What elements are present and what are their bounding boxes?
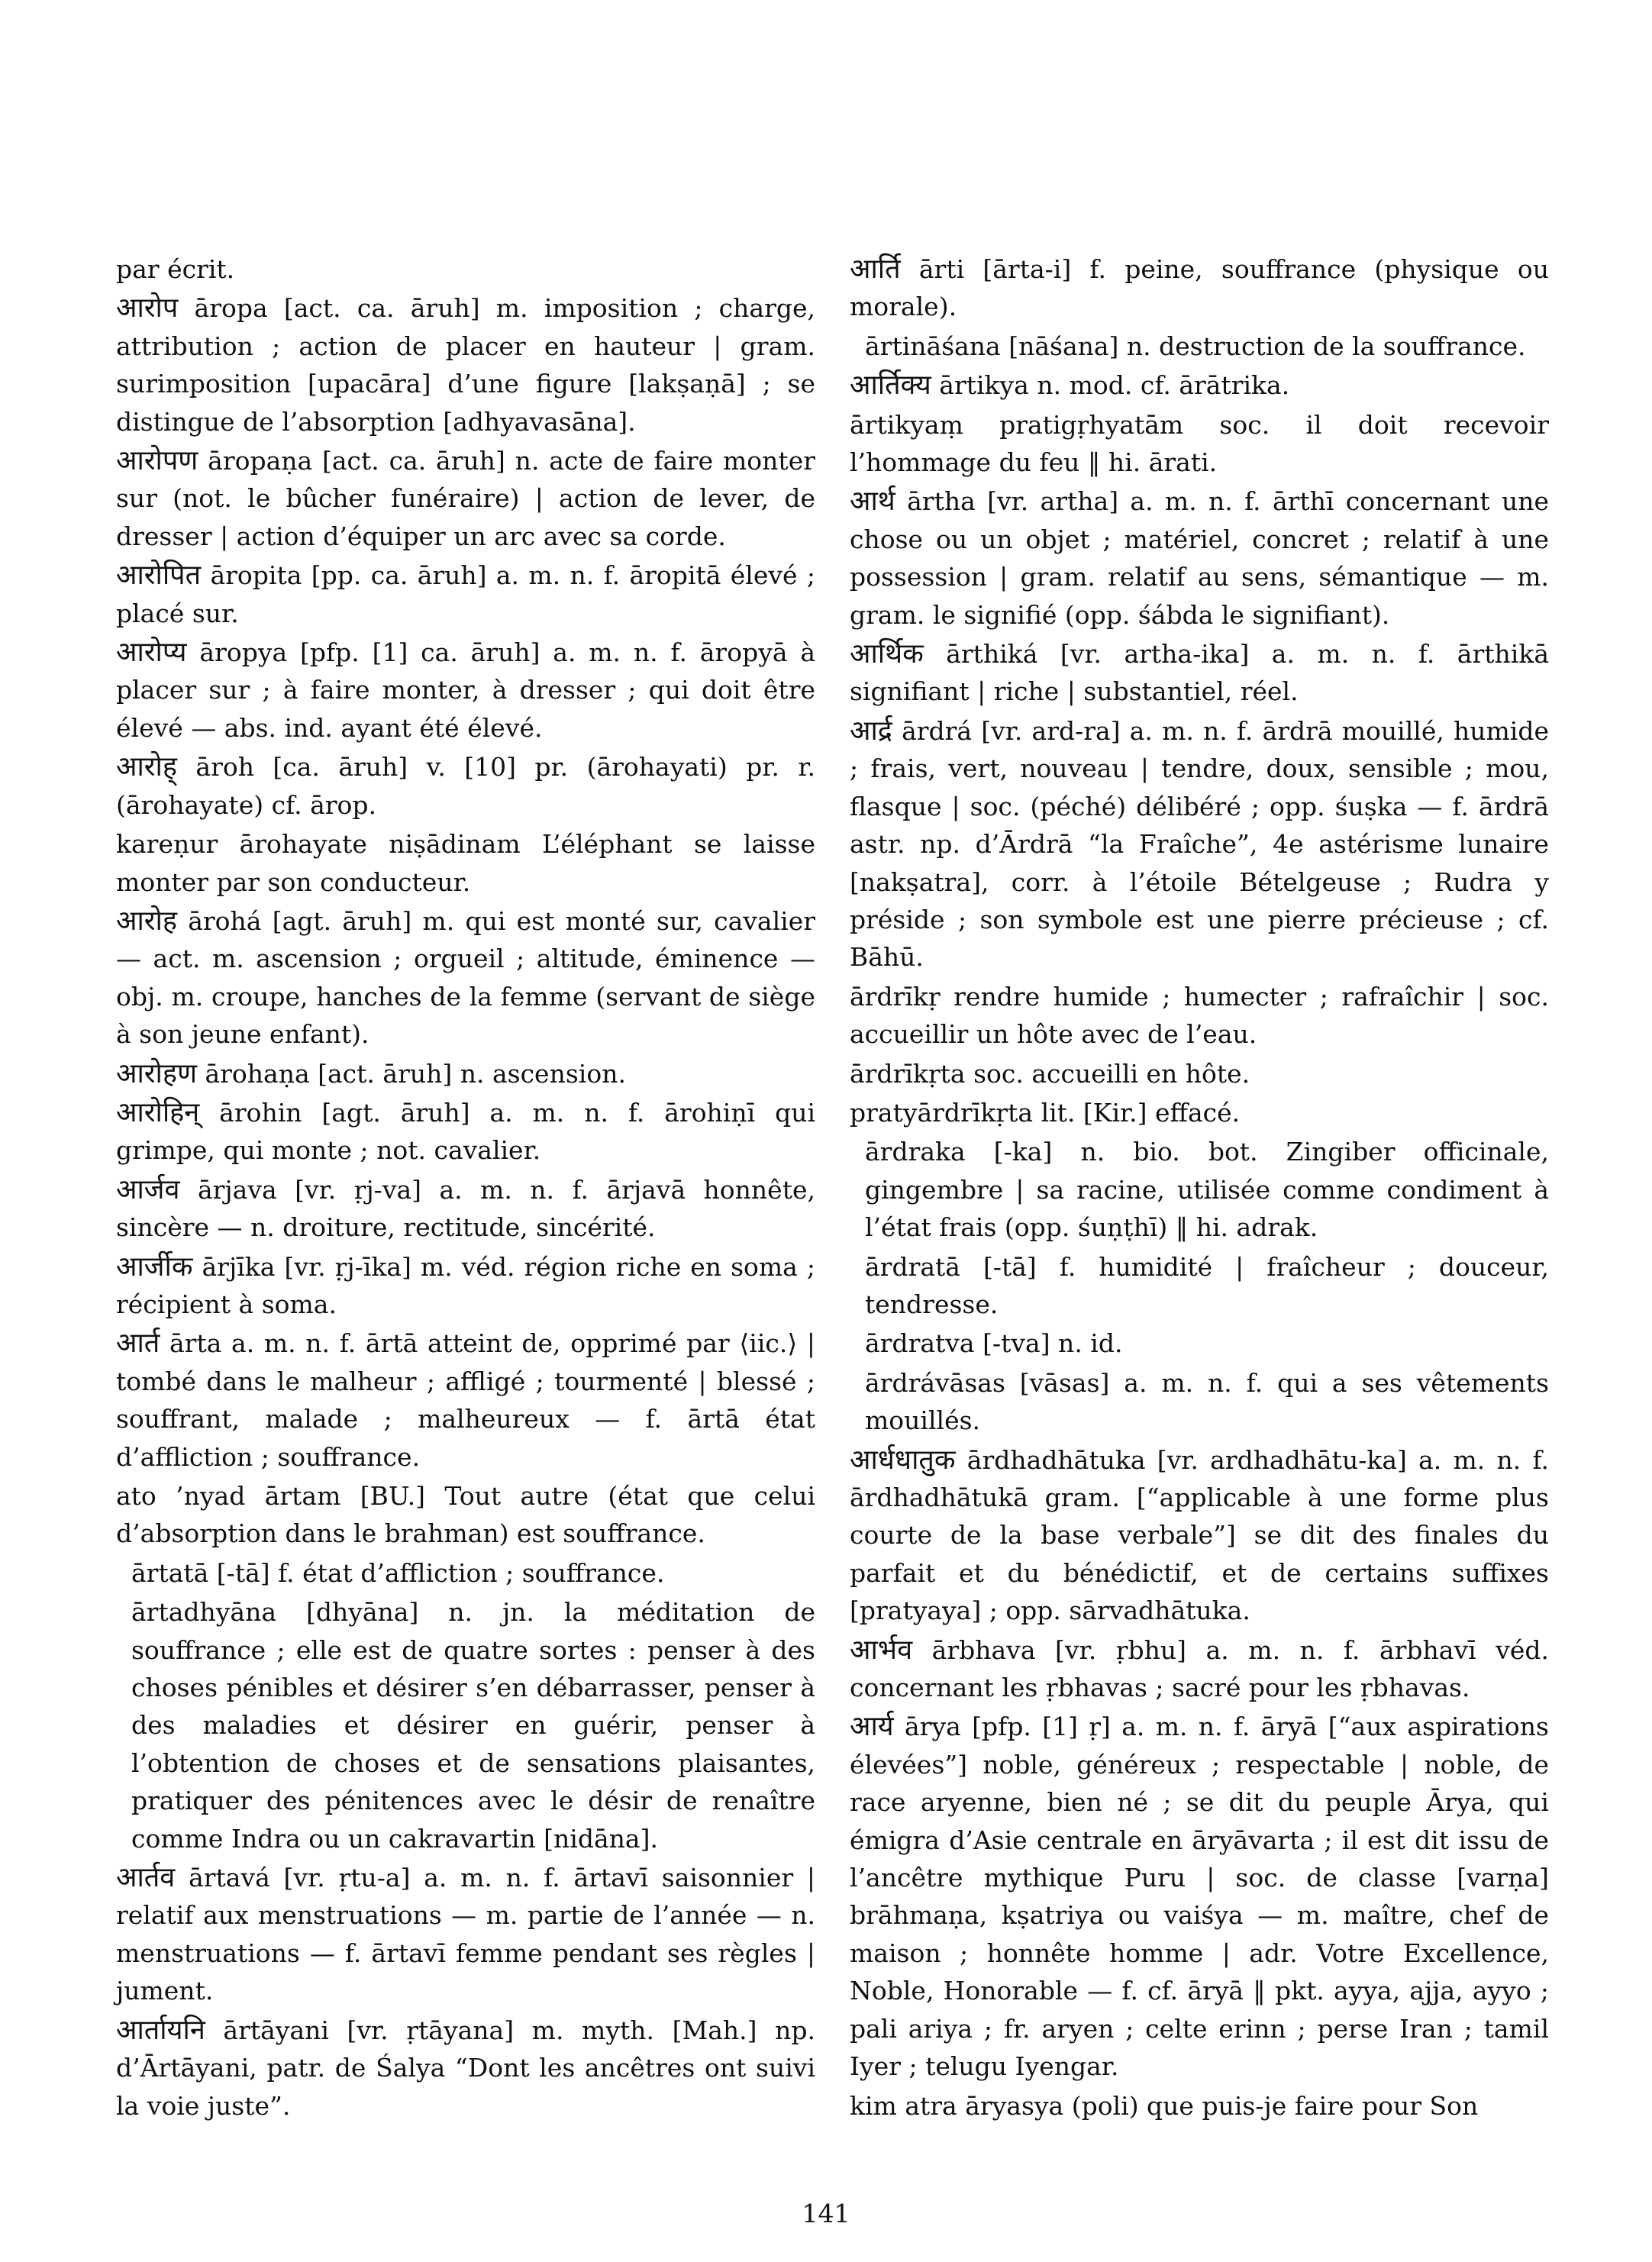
headword-devanagari: आर्तव: [116, 1862, 176, 1894]
dictionary-entry: [850, 482, 1549, 634]
entry-text: ārdrīkṛ rendre humide ; humecter ; rafraîchir | soc. accueillir un hôte avec de l’eau.: [850, 981, 1549, 1050]
entry-text: ārdrīkṛta soc. accueilli en hôte.: [850, 1058, 1250, 1089]
entry-continuation: [850, 2087, 1549, 2125]
headword-devanagari: आरोह: [116, 905, 177, 937]
entry-text: kim atra āryasya (poli) que puis-je faire pour Son: [850, 2090, 1479, 2121]
headword-devanagari: आरोहिन्: [116, 1096, 200, 1128]
entry-text: par écrit.: [116, 254, 235, 284]
headword-devanagari: आर्थिक: [850, 638, 924, 670]
headword-devanagari: आरोप्य: [116, 637, 187, 669]
headword-devanagari: आरोह्: [116, 751, 177, 783]
dictionary-entry: [850, 1708, 1549, 2085]
headword-devanagari: आरोपण: [116, 445, 198, 477]
dictionary-entry: [116, 557, 815, 632]
entry-continuation: [116, 1593, 815, 1857]
entry-text: ārtikyaṃ pratigṛhyatām soc. il doit recevoir l’hommage du feu ‖ hi. ārati.: [850, 409, 1549, 478]
entry-continuation: [850, 1325, 1549, 1362]
left-column: [116, 250, 815, 2126]
entry-text: ārbhava [vr. ṛbhu] a. m. n. f. ārbhavī véd. concernant les ṛbhavas ; sacré pour les ṛbhavas.: [850, 1634, 1549, 1703]
dictionary-entry: [850, 1631, 1549, 1707]
entry-text: pratyārdrīkṛta lit. [Kir.] effacé.: [850, 1097, 1241, 1128]
entry-text: ārdrávāsas [vāsas] a. m. n. f. qui a ses vêtements mouillés.: [865, 1367, 1549, 1436]
headword-devanagari: आर्द्र: [850, 715, 892, 747]
headword-devanagari: आर्थ: [850, 486, 895, 518]
entry-continuation: [116, 1554, 815, 1592]
entry-continuation: [850, 1094, 1549, 1131]
headword-devanagari: आर्भव: [850, 1634, 913, 1666]
headword-devanagari: आर्य: [850, 1711, 894, 1743]
entry-text: ārdratā [-tā] f. humidité | fraîcheur ; douceur, tendresse.: [865, 1251, 1549, 1319]
entry-text: āroh [ca. āruh] v. [10] pr. (ārohayati) pr. r. (ārohayate) cf. ārop.: [116, 752, 815, 820]
entry-text: kareṇur ārohayate niṣādinam L’éléphant se laisse monter par son conducteur.: [116, 829, 815, 897]
entry-text: ārohaṇa [act. āruh] n. ascension.: [196, 1058, 626, 1089]
entry-text: ārjava [vr. ṛj-va] a. m. n. f. ārjavā honnête, sincère — n. droiture, rectitude, sincérité.: [116, 1174, 815, 1243]
headword-devanagari: आरोपित: [116, 560, 202, 592]
dictionary-entry: [116, 1171, 815, 1247]
entry-text: ārdratva [-tva] n. id.: [865, 1328, 1123, 1359]
entry-text: ārdhadhātuka [vr. ardhadhātu-ka] a. m. n. f. ārdhadhātukā gram. [“applicable à une forme plus courte de la base verbale”] se dit des finales du parfait et du bénédictif, et de certains suffixes [pratyaya] ; opp. sārvadhātuka.: [850, 1444, 1549, 1626]
entry-text: ārohá [agt. āruh] m. qui est monté sur, cavalier — act. m. ascension ; orgueil ; altitude, éminence — obj. m. croupe, hanches de la femme (servant de siège à son jeune enfant).: [116, 905, 815, 1050]
dictionary-entry: [850, 250, 1549, 326]
dictionary-entry: [850, 366, 1549, 404]
entry-continuation: [850, 1364, 1549, 1440]
dictionary-entry: [116, 1248, 815, 1324]
dictionary-entry: [850, 712, 1549, 976]
dictionary-entry: [116, 748, 815, 824]
headword-devanagari: आर्तायनि: [116, 2014, 205, 2046]
entry-text: ārtatā [-tā] f. état d’affliction ; souffrance.: [131, 1557, 665, 1588]
entry-continuation: [850, 1133, 1549, 1246]
dictionary-entry: [116, 1325, 815, 1476]
entry-continuation: [850, 1248, 1549, 1324]
dictionary-entry: [850, 1441, 1549, 1630]
headword-devanagari: आर्ति: [850, 253, 901, 285]
headword-devanagari: आर्धधातुक: [850, 1444, 956, 1476]
entry-text: ārta a. m. n. f. ārtā atteint de, opprimé par ⟨iic.⟩ | tombé dans le malheur ; affligé ; tourmenté | blessé ; souffrant, malade ; malheureux — f. ārtā état d’affliction ; souffrance.: [116, 1328, 815, 1472]
entry-continuation: [850, 978, 1549, 1054]
headword-devanagari: आर्जीक: [116, 1250, 193, 1283]
entry-text: ārtha [vr. artha] a. m. n. f. ārthī concernant une chose ou un objet ; matériel, concret ; relatif à une possession | gram. relatif au sens, sémantique — m. gram. le signifié (opp. śábda le signifiant).: [850, 486, 1549, 630]
dictionary-entry: [850, 635, 1549, 711]
entry-continuation: [850, 328, 1549, 365]
entry-text: ārtavá [vr. ṛtu-a] a. m. n. f. ārtavī saisonnier | relatif aux menstruations — m. partie de l’année — n. menstruations — f. ārtavī femme pendant ses règles | jument.: [116, 1863, 815, 2006]
headword-devanagari: आर्जव: [116, 1173, 180, 1205]
entry-text: ārohin [agt. āruh] a. m. n. f. ārohiṇī qui grimpe, qui monte ; not. cavalier.: [116, 1097, 815, 1166]
entry-continuation: [116, 250, 815, 288]
headword-devanagari: आरोप: [116, 292, 179, 324]
entry-continuation: [116, 825, 815, 901]
dictionary-entry: [116, 442, 815, 555]
entry-text: ārthiká [vr. artha-ika] a. m. n. f. ārthikā signifiant | riche | substantiel, réel.: [850, 639, 1549, 707]
page-number: 141: [802, 2199, 850, 2228]
entry-text: ārjīka [vr. ṛj-īka] m. véd. région riche en soma ; récipient à soma.: [116, 1251, 815, 1319]
entry-text: ārtināśana [nāśana] n. destruction de la souffrance.: [865, 331, 1526, 361]
entry-text: ārtikya n. mod. cf. ārātrika.: [931, 370, 1290, 401]
entry-text: ārtāyani [vr. ṛtāyana] m. myth. [Mah.] np. d’Ārtāyani, patr. de Śalya “Dont les ancêtres ont suivi la voie juste”.: [116, 2015, 815, 2121]
headword-devanagari: आर्त: [116, 1328, 160, 1360]
entry-continuation: [850, 1055, 1549, 1092]
right-column: [850, 250, 1549, 2126]
entry-continuation: [850, 406, 1549, 482]
entry-text: ārya [pfp. [1] ṛ] a. m. n. f. āryā [“aux aspirations élevées”] noble, généreux ; respectable | noble, de race aryenne, bien né ; se dit du peuple Ārya, qui émigra d’Asie centrale en āryāvarta ; il est dit issu de l’ancêtre mythique Puru | soc. de classe [varṇa] brāhmaṇa, kṣatriya ou vaiśya — m. maître, chef de maison ; honnête homme | adr. Votre Excellence, Noble, Honorable — f. cf. āryā ‖ pkt. ayya, ajja, ayyo ; pali ariya ; fr. aryen ; celte erinn ; perse Iran ; tamil Iyer ; telugu Iyengar.: [850, 1712, 1549, 2082]
entry-text: āropya [pfp. [1] ca. āruh] a. m. n. f. āropyā à placer sur ; à faire monter, à dresser ; qui doit être élevé — abs. ind. ayant été élevé.: [116, 637, 815, 743]
dictionary-entry: [116, 289, 815, 440]
dictionary-entry: [116, 1094, 815, 1170]
entry-text: ārdraka [-ka] n. bio. bot. Zingiber officinale, gingembre | sa racine, utilisée comme condiment à l’état frais (opp. śuṇṭhī) ‖ hi. adrak.: [865, 1137, 1549, 1243]
entry-text: āropaṇa [act. ca. āruh] n. acte de faire monter sur (not. le bûcher funéraire) | action de lever, de dresser | action d’équiper un arc avec sa corde.: [116, 446, 815, 551]
entry-text: āropa [act. ca. āruh] m. imposition ; charge, attribution ; action de placer en hauteur | gram. surimposition [upacāra] d’une figure [lakṣaṇā] ; se distingue de l’absorption [adhyavasāna].: [116, 293, 815, 437]
entry-text: ārti [ārta-i] f. peine, souffrance (physique ou morale).: [850, 254, 1549, 322]
entry-text: ārdrá [vr. ard-ra] a. m. n. f. ārdrā mouillé, humide ; frais, vert, nouveau | tendre, doux, sensible ; mou, flasque | soc. (péché) délibéré ; opp. śuṣka — f. ārdrā astr. np. d’Ārdrā “la Fraîche”, 4e astérisme lunaire [nakṣatra], corr. à l’étoile Bételgeuse ; Rudra y préside ; son symbole est une pierre précieuse ; cf. Bāhū.: [850, 715, 1549, 973]
dictionary-entry: [116, 1055, 815, 1092]
entry-continuation: [116, 1477, 815, 1553]
entry-text: ato ’nyad ārtam [BU.] Tout autre (état que celui d’absorption dans le brahman) est souffrance.: [116, 1481, 815, 1549]
dictionary-entry: [116, 1859, 815, 2010]
entry-text: ārtadhyāna [dhyāna] n. jn. la méditation de souffrance ; elle est de quatre sortes : penser à des choses pénibles et désirer s’en débarrasser, penser à des maladies et désirer en guérir, penser à l’obtention de choses et de sensations plaisantes, pratiquer des pénitences avec le désir de renaître comme Indra ou un cakravartin [nidāna].: [131, 1597, 815, 1854]
dictionary-entry: [116, 902, 815, 1054]
dictionary-entry: [116, 2012, 815, 2125]
headword-devanagari: आर्तिक्य: [850, 369, 931, 402]
entry-text: āropita [pp. ca. āruh] a. m. n. f. āropitā élevé ; placé sur.: [116, 560, 815, 628]
headword-devanagari: आरोहण: [116, 1057, 197, 1089]
dictionary-entry: [116, 634, 815, 747]
